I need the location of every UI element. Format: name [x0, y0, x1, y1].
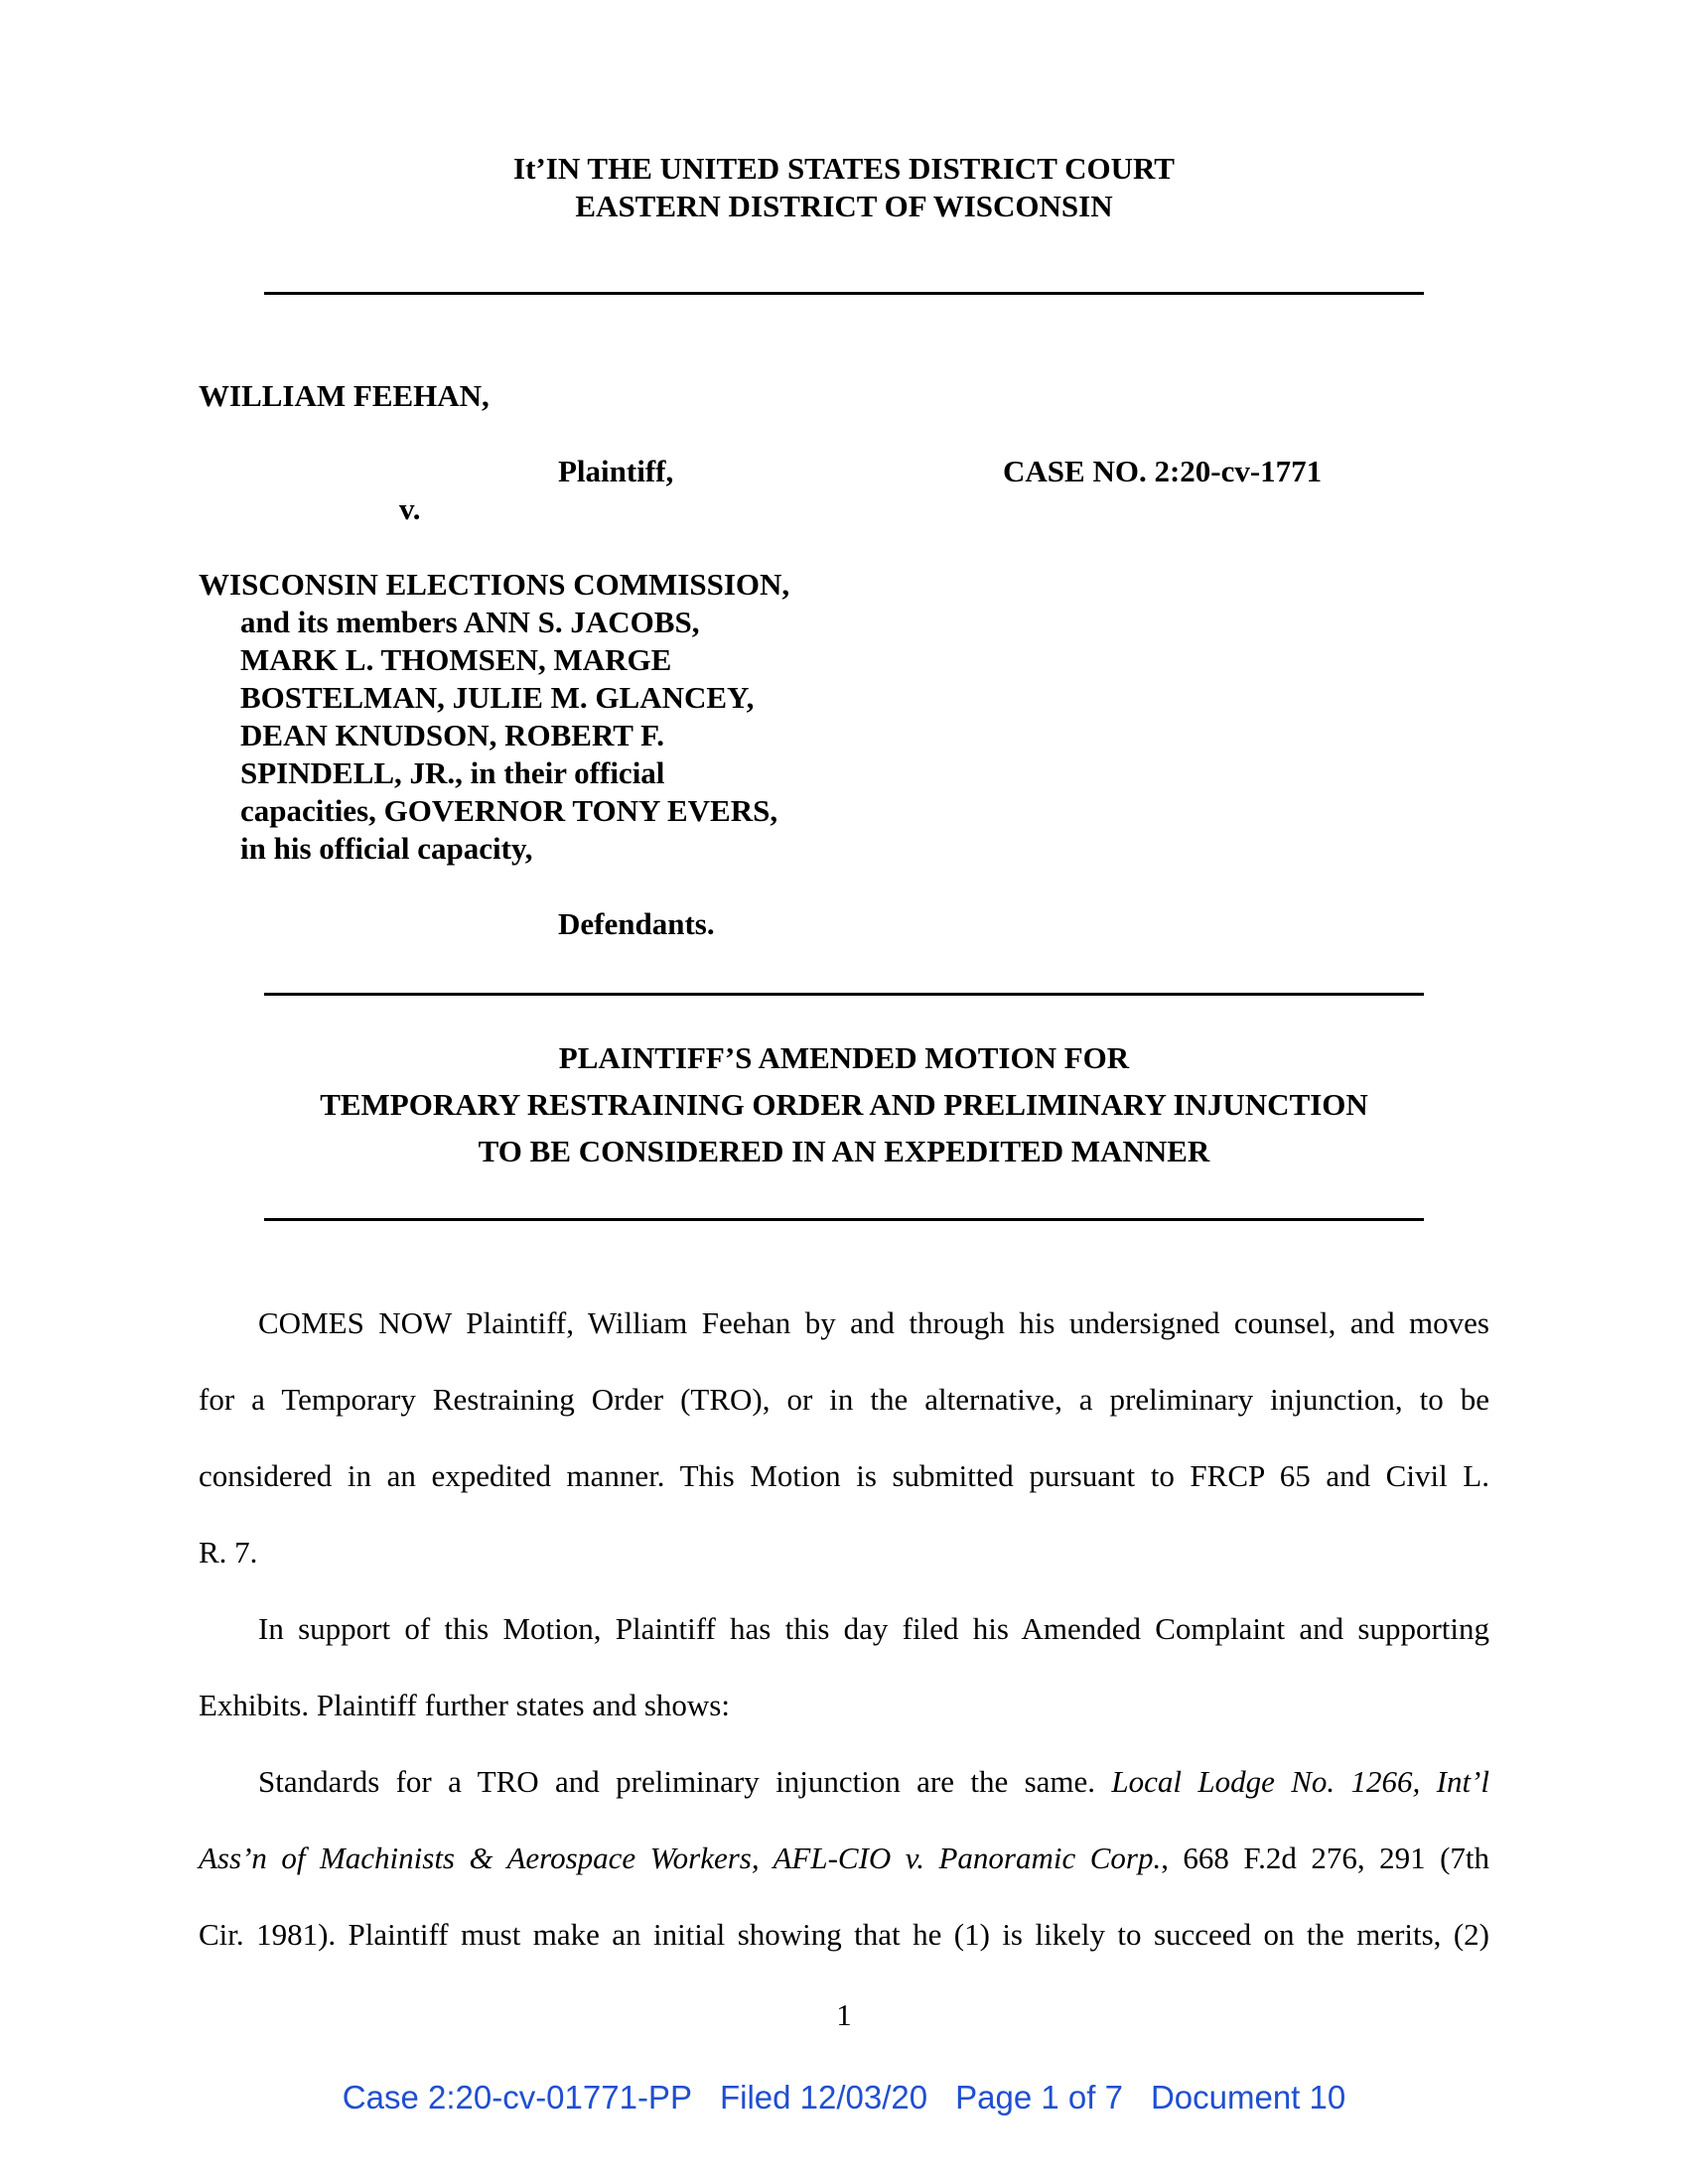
- body-line: COMES NOW Plaintiff, William Feehan by and through his undersigned counsel, and moves: [258, 1305, 1489, 1340]
- defendant-line: DEAN KNUDSON, ROBERT F.: [240, 718, 664, 752]
- defendant-line: BOSTELMAN, JULIE M. GLANCEY,: [240, 680, 755, 715]
- defendant-line: capacities, GOVERNOR TONY EVERS,: [240, 793, 778, 828]
- plaintiff-role: Plaintiff,: [558, 454, 674, 488]
- divider-rule: [264, 1218, 1424, 1221]
- defendants-role: Defendants.: [558, 906, 715, 941]
- filing-stamp: [0, 2079, 1688, 2116]
- footer-document: Document 10: [1150, 2079, 1346, 2116]
- body-line: In support of this Motion, Plaintiff has this day filed his Amended Complaint and supporting: [258, 1611, 1489, 1646]
- footer-filed: Filed 12/03/20: [719, 2079, 928, 2116]
- body-line: Cir. 1981). Plaintiff must make an initial showing that he (1) is likely to succeed on the merits, (2): [199, 1917, 1489, 1952]
- motion-title-line: PLAINTIFF’S AMENDED MOTION FOR: [558, 1040, 1130, 1075]
- case-citation: Ass’n of Machinists & Aerospace Workers, AFL-CIO v. Panoramic Corp.: [199, 1841, 1162, 1875]
- case-citation: Local Lodge No. 1266, Int’l: [1111, 1764, 1489, 1799]
- plaintiff-name: WILLIAM FEEHAN,: [199, 378, 490, 413]
- body-line: [199, 1840, 1489, 1877]
- body-text: Standards for a TRO and preliminary injunction are the same.: [258, 1764, 1112, 1799]
- body-text: , 668 F.2d 276, 291 (7th: [1161, 1841, 1490, 1875]
- defendant-line: and its members ANN S. JACOBS,: [240, 605, 700, 639]
- body-line: Exhibits. Plaintiff further states and shows:: [199, 1688, 730, 1722]
- divider-rule: [264, 292, 1424, 295]
- motion-title-line: TEMPORARY RESTRAINING ORDER AND PRELIMINARY INJUNCTION: [320, 1087, 1368, 1122]
- motion-title-line: TO BE CONSIDERED IN AN EXPEDITED MANNER: [478, 1134, 1210, 1168]
- page-number: 1: [836, 1997, 852, 2032]
- defendant-line: SPINDELL, JR., in their official: [240, 755, 665, 790]
- defendant-line: MARK L. THOMSEN, MARGE: [240, 642, 672, 677]
- footer-case: Case 2:20-cv-01771-PP: [342, 2079, 692, 2116]
- footer-page: Page 1 of 7: [955, 2079, 1123, 2116]
- body-line: for a Temporary Restraining Order (TRO), or in the alternative, a preliminary injunction, to be: [199, 1382, 1489, 1417]
- versus: v.: [399, 491, 421, 526]
- body-line: R. 7.: [199, 1535, 258, 1570]
- court-district: EASTERN DISTRICT OF WISCONSIN: [575, 189, 1113, 223]
- body-line: [258, 1763, 1489, 1801]
- body-line: considered in an expedited manner. This Motion is submitted pursuant to FRCP 65 and Civil L.: [199, 1458, 1489, 1493]
- defendant-line: in his official capacity,: [240, 831, 533, 866]
- case-number: CASE NO. 2:20-cv-1771: [1003, 454, 1323, 488]
- divider-rule: [264, 993, 1424, 996]
- court-name: It’IN THE UNITED STATES DISTRICT COURT: [513, 151, 1175, 186]
- defendant-line: WISCONSIN ELECTIONS COMMISSION,: [199, 567, 790, 602]
